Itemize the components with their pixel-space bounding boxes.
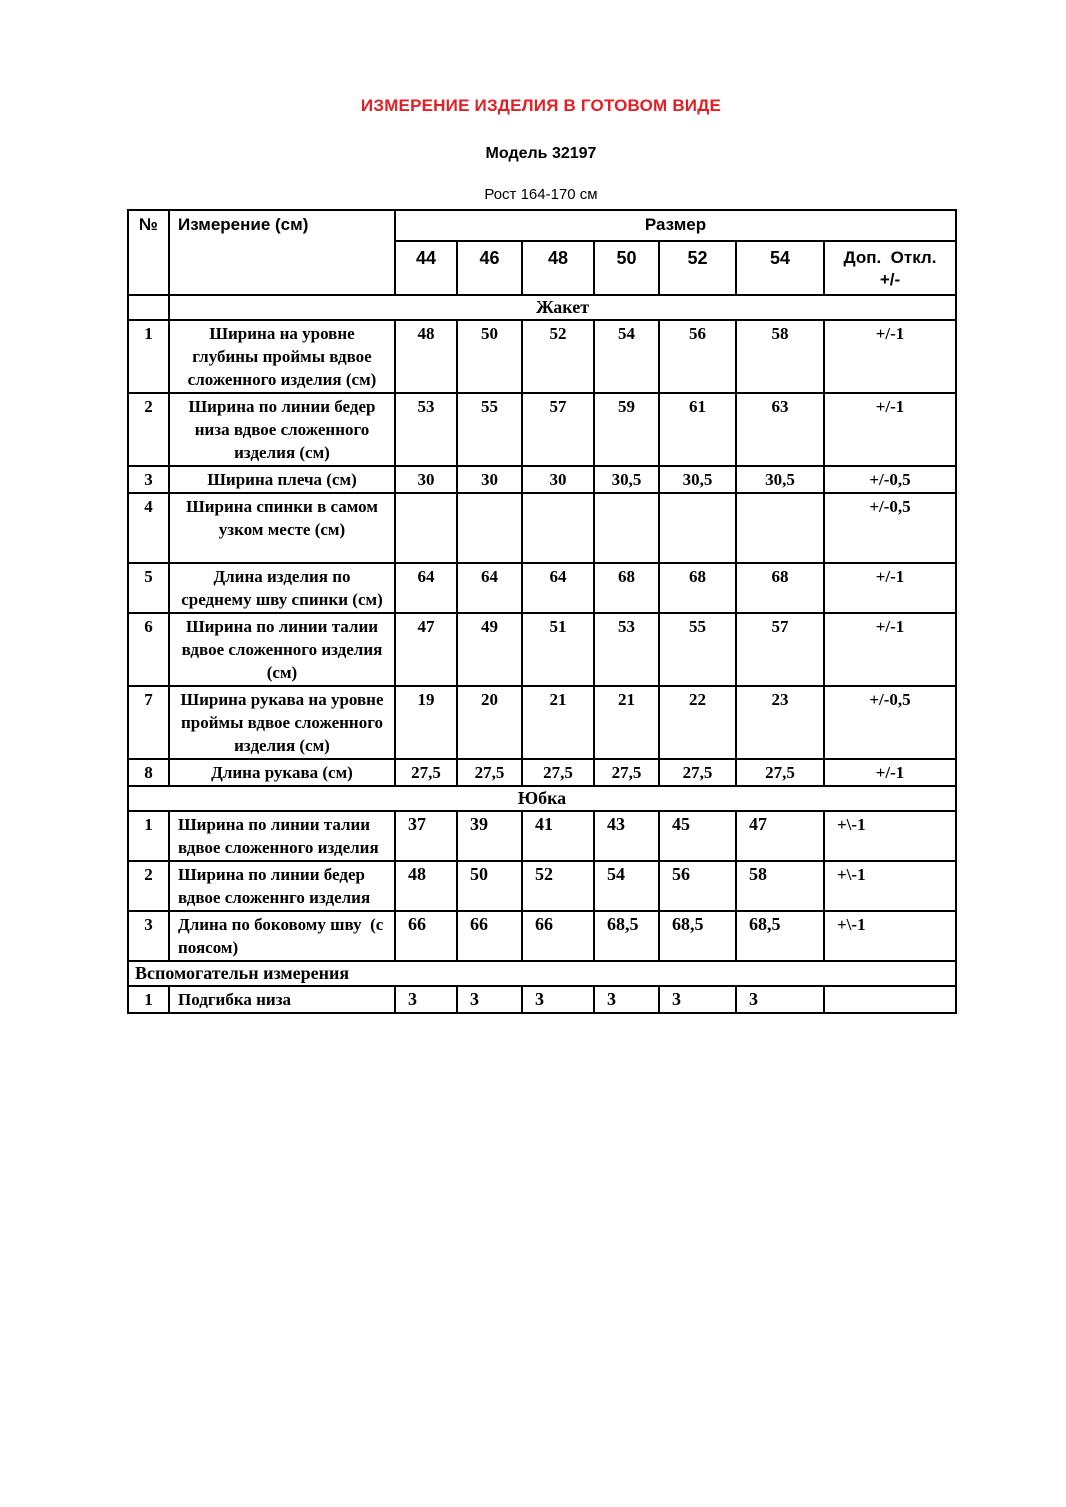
header-row-1: [128, 210, 956, 241]
size-value-cell-46: 50: [457, 861, 522, 911]
col-header-size-44: 44: [395, 241, 457, 295]
size-value-cell-44: 48: [395, 861, 457, 911]
size-value-cell-52: 22: [659, 686, 736, 759]
size-value-cell-52: 68: [659, 563, 736, 613]
size-value-cell-48: 52: [522, 320, 594, 393]
size-value-cell-50: 68,5: [594, 911, 659, 961]
row-number-cell: 2: [128, 861, 169, 911]
table-body: [128, 295, 956, 1013]
size-value-cell-52: 61: [659, 393, 736, 466]
table-row: [128, 613, 956, 686]
size-value-cell-48: 57: [522, 393, 594, 466]
tolerance-cell: +\-1: [824, 811, 956, 861]
row-number-cell: 7: [128, 686, 169, 759]
table-row: [128, 466, 956, 493]
size-value-cell-52: 55: [659, 613, 736, 686]
tolerance-cell: [824, 986, 956, 1013]
tolerance-header-line2: +/-: [879, 270, 901, 289]
size-value-cell-48: 41: [522, 811, 594, 861]
size-value-cell-52: 56: [659, 320, 736, 393]
col-header-number: №: [128, 210, 169, 295]
size-value-cell-44: 30: [395, 466, 457, 493]
tolerance-cell: +/-0,5: [824, 686, 956, 759]
section-title: Юбка: [128, 786, 956, 811]
col-header-size-group: Размер: [395, 210, 956, 241]
size-value-cell-44: 53: [395, 393, 457, 466]
measure-label-cell: Ширина по линии талии вдвое сложенного изделия (см): [169, 613, 395, 686]
size-value-cell-48: 64: [522, 563, 594, 613]
size-value-cell-54: 30,5: [736, 466, 824, 493]
row-number-cell: 1: [128, 811, 169, 861]
table-row: [128, 861, 956, 911]
size-value-cell-44: 48: [395, 320, 457, 393]
size-value-cell-52: 68,5: [659, 911, 736, 961]
measure-label-cell: Ширина по линии бедер низа вдвое сложенного изделия (см): [169, 393, 395, 466]
size-value-cell-54: 68,5: [736, 911, 824, 961]
size-value-cell-46: 3: [457, 986, 522, 1013]
document-content: [127, 96, 955, 1014]
col-header-size-46: 46: [457, 241, 522, 295]
size-value-cell-50: [594, 493, 659, 563]
size-value-cell-52: 30,5: [659, 466, 736, 493]
table-header: [128, 210, 956, 295]
size-value-cell-48: 30: [522, 466, 594, 493]
size-value-cell-46: [457, 493, 522, 563]
page-title: ИЗМЕРЕНИЕ ИЗДЕЛИЯ В ГОТОВОМ ВИДЕ: [360, 96, 722, 115]
size-value-cell-54: 58: [736, 861, 824, 911]
measure-label-cell: Ширина спинки в самом узком месте (см): [169, 493, 395, 563]
size-value-cell-50: 27,5: [594, 759, 659, 786]
size-value-cell-54: 58: [736, 320, 824, 393]
tolerance-cell: +/-1: [824, 613, 956, 686]
size-value-cell-54: 23: [736, 686, 824, 759]
section-title: Жакет: [169, 295, 956, 320]
size-value-cell-46: 30: [457, 466, 522, 493]
size-value-cell-50: 30,5: [594, 466, 659, 493]
size-value-cell-48: 21: [522, 686, 594, 759]
size-value-cell-54: 3: [736, 986, 824, 1013]
size-value-cell-48: 52: [522, 861, 594, 911]
size-value-cell-48: 27,5: [522, 759, 594, 786]
measure-label-cell: Ширина по линии талии вдвое сложенного изделия: [169, 811, 395, 861]
size-value-cell-46: 27,5: [457, 759, 522, 786]
size-value-cell-44: 27,5: [395, 759, 457, 786]
row-number-cell: 2: [128, 393, 169, 466]
size-value-cell-44: 66: [395, 911, 457, 961]
measure-label-cell: Длина по боковому шву (с поясом): [169, 911, 395, 961]
col-header-measure: Измерение (см): [169, 210, 395, 295]
measure-label-cell: Длина рукава (см): [169, 759, 395, 786]
height-range-label: Рост 164-170 см: [484, 186, 598, 203]
row-number-cell: 8: [128, 759, 169, 786]
size-value-cell-48: 3: [522, 986, 594, 1013]
measure-label-cell: Длина изделия по среднему шву спинки (см): [169, 563, 395, 613]
size-value-cell-48: 66: [522, 911, 594, 961]
col-header-size-54: 54: [736, 241, 824, 295]
measure-label-cell: Подгибка низа: [169, 986, 395, 1013]
tolerance-cell: +/-0,5: [824, 493, 956, 563]
tolerance-header-line1: Доп. Откл.: [843, 248, 937, 267]
size-value-cell-50: 21: [594, 686, 659, 759]
size-value-cell-46: 20: [457, 686, 522, 759]
measurements-table: [127, 209, 957, 1014]
size-value-cell-44: 47: [395, 613, 457, 686]
size-value-cell-44: 3: [395, 986, 457, 1013]
tolerance-cell: +/-1: [824, 393, 956, 466]
size-value-cell-46: 50: [457, 320, 522, 393]
size-value-cell-44: 64: [395, 563, 457, 613]
size-value-cell-50: 68: [594, 563, 659, 613]
table-row: [128, 563, 956, 613]
row-number-cell: 6: [128, 613, 169, 686]
size-value-cell-50: 59: [594, 393, 659, 466]
size-value-cell-52: 45: [659, 811, 736, 861]
size-value-cell-44: 37: [395, 811, 457, 861]
size-value-cell-50: 43: [594, 811, 659, 861]
size-value-cell-46: 55: [457, 393, 522, 466]
size-value-cell-54: 68: [736, 563, 824, 613]
size-value-cell-54: 27,5: [736, 759, 824, 786]
size-value-cell-48: 51: [522, 613, 594, 686]
size-value-cell-54: 63: [736, 393, 824, 466]
table-row: [128, 759, 956, 786]
tolerance-cell: +/-1: [824, 759, 956, 786]
size-value-cell-44: [395, 493, 457, 563]
measure-label-cell: Ширина рукава на уровне проймы вдвое сложенного изделия (см): [169, 686, 395, 759]
row-number-cell: 3: [128, 466, 169, 493]
col-header-size-52: 52: [659, 241, 736, 295]
size-value-cell-50: 54: [594, 861, 659, 911]
measure-label-cell: Ширина по линии бедер вдвое сложеннго изделия: [169, 861, 395, 911]
tolerance-cell: +\-1: [824, 861, 956, 911]
size-value-cell-50: 3: [594, 986, 659, 1013]
section-number-cell: [128, 295, 169, 320]
row-number-cell: 4: [128, 493, 169, 563]
row-number-cell: 5: [128, 563, 169, 613]
table-row: [128, 686, 956, 759]
section-header-row: [128, 786, 956, 811]
size-value-cell-54: 47: [736, 811, 824, 861]
table-row: [128, 811, 956, 861]
size-value-cell-46: 66: [457, 911, 522, 961]
section-title: Вспомогательн измерения: [128, 961, 956, 986]
table-row: [128, 320, 956, 393]
tolerance-cell: +/-0,5: [824, 466, 956, 493]
table-row: [128, 493, 956, 563]
section-header-row: [128, 295, 956, 320]
size-value-cell-52: 56: [659, 861, 736, 911]
col-header-size-48: 48: [522, 241, 594, 295]
tolerance-cell: +\-1: [824, 911, 956, 961]
tolerance-cell: +/-1: [824, 563, 956, 613]
size-value-cell-46: 49: [457, 613, 522, 686]
size-value-cell-52: 27,5: [659, 759, 736, 786]
row-number-cell: 3: [128, 911, 169, 961]
col-header-tolerance: [824, 241, 956, 295]
size-value-cell-50: 54: [594, 320, 659, 393]
size-value-cell-52: [659, 493, 736, 563]
table-row: [128, 393, 956, 466]
table-row: [128, 986, 956, 1013]
size-value-cell-52: 3: [659, 986, 736, 1013]
table-row: [128, 911, 956, 961]
col-header-size-50: 50: [594, 241, 659, 295]
size-value-cell-44: 19: [395, 686, 457, 759]
size-value-cell-48: [522, 493, 594, 563]
size-value-cell-46: 39: [457, 811, 522, 861]
measure-label-cell: Ширина плеча (см): [169, 466, 395, 493]
size-value-cell-54: 57: [736, 613, 824, 686]
tolerance-cell: +/-1: [824, 320, 956, 393]
size-value-cell-54: [736, 493, 824, 563]
row-number-cell: 1: [128, 320, 169, 393]
section-header-row: [128, 961, 956, 986]
row-number-cell: 1: [128, 986, 169, 1013]
model-subtitle: Модель 32197: [485, 145, 597, 162]
size-value-cell-50: 53: [594, 613, 659, 686]
measure-label-cell: Ширина на уровне глубины проймы вдвое сложенного изделия (см): [169, 320, 395, 393]
size-value-cell-46: 64: [457, 563, 522, 613]
